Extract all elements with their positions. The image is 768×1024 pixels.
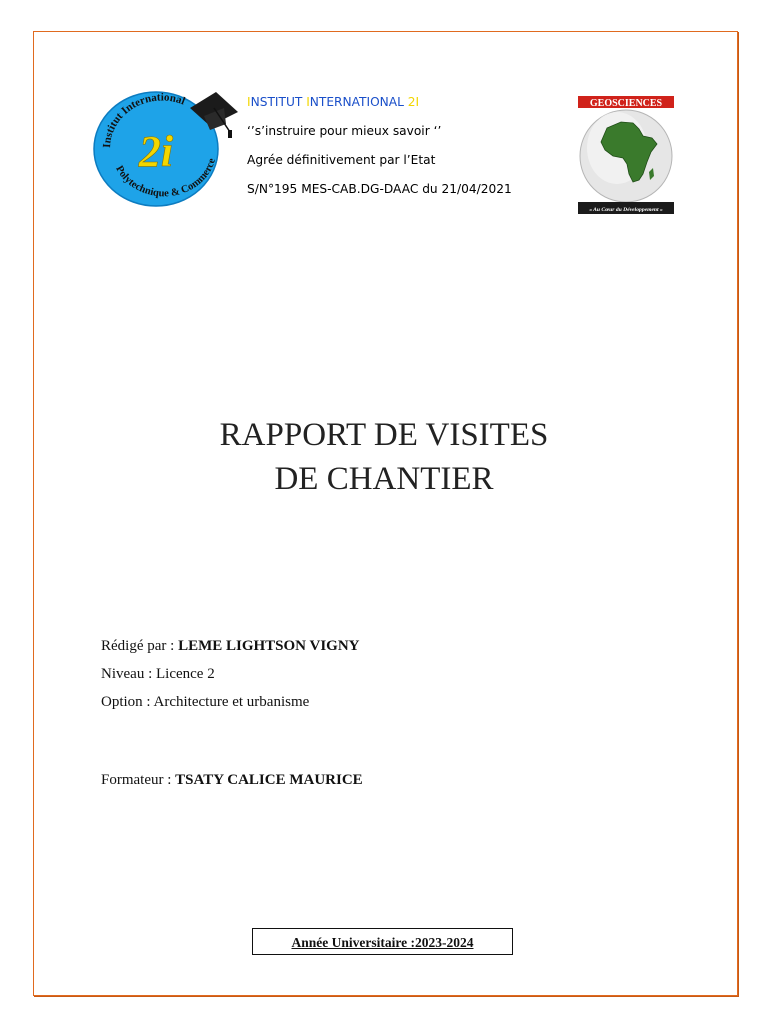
option-value: Architecture et urbanisme [153, 694, 310, 710]
trainer-line [101, 772, 363, 789]
academic-year: Année Universitaire :2023-2024 [291, 935, 474, 950]
author-label: Rédigé par : [101, 638, 179, 654]
logo-tagline: « Au Cœur du Développement » [589, 207, 663, 213]
institute-name-part: I [247, 95, 251, 109]
trainer-name: TSATY CALICE MAURICE [175, 772, 363, 788]
approval-statement: Agrée définitivement par l’Etat [247, 153, 436, 167]
title-line-1: RAPPORT DE VISITES [219, 417, 549, 453]
level-line [101, 666, 215, 683]
institute-header [247, 92, 512, 208]
logo-text-bottom: Polytechnique & Commerce [113, 157, 218, 200]
geosciences-logo [577, 96, 675, 214]
logo-banner: GEOSCIENCES [589, 98, 663, 109]
institute-name-part: I [306, 95, 310, 109]
logo-text-top: Institut International [100, 91, 187, 149]
option-label: Option : [101, 694, 154, 710]
institute-name-part: NTERNATIONAL [309, 95, 408, 109]
decree-reference: S/N°195 MES-CAB.DG-DAAC du 21/04/2021 [247, 182, 512, 196]
document-title [0, 413, 768, 501]
academic-year-box [252, 928, 513, 955]
author-line [101, 638, 360, 655]
level-label: Niveau : [101, 666, 156, 682]
institute-2i-logo [92, 86, 240, 208]
logo-mark: 2i [138, 127, 174, 176]
institute-motto: ‘’s’instruire pour mieux savoir ‘’ [247, 124, 442, 138]
institute-name-part: 2I [407, 95, 420, 109]
trainer-label: Formateur : [101, 772, 176, 788]
option-line [101, 694, 309, 711]
title-line-2: DE CHANTIER [274, 461, 494, 497]
author-name: LEME LIGHTSON VIGNY [178, 638, 360, 654]
institute-name-part: NSTITUT [250, 95, 307, 109]
level-value: Licence 2 [155, 666, 215, 682]
institute-name [247, 92, 512, 121]
